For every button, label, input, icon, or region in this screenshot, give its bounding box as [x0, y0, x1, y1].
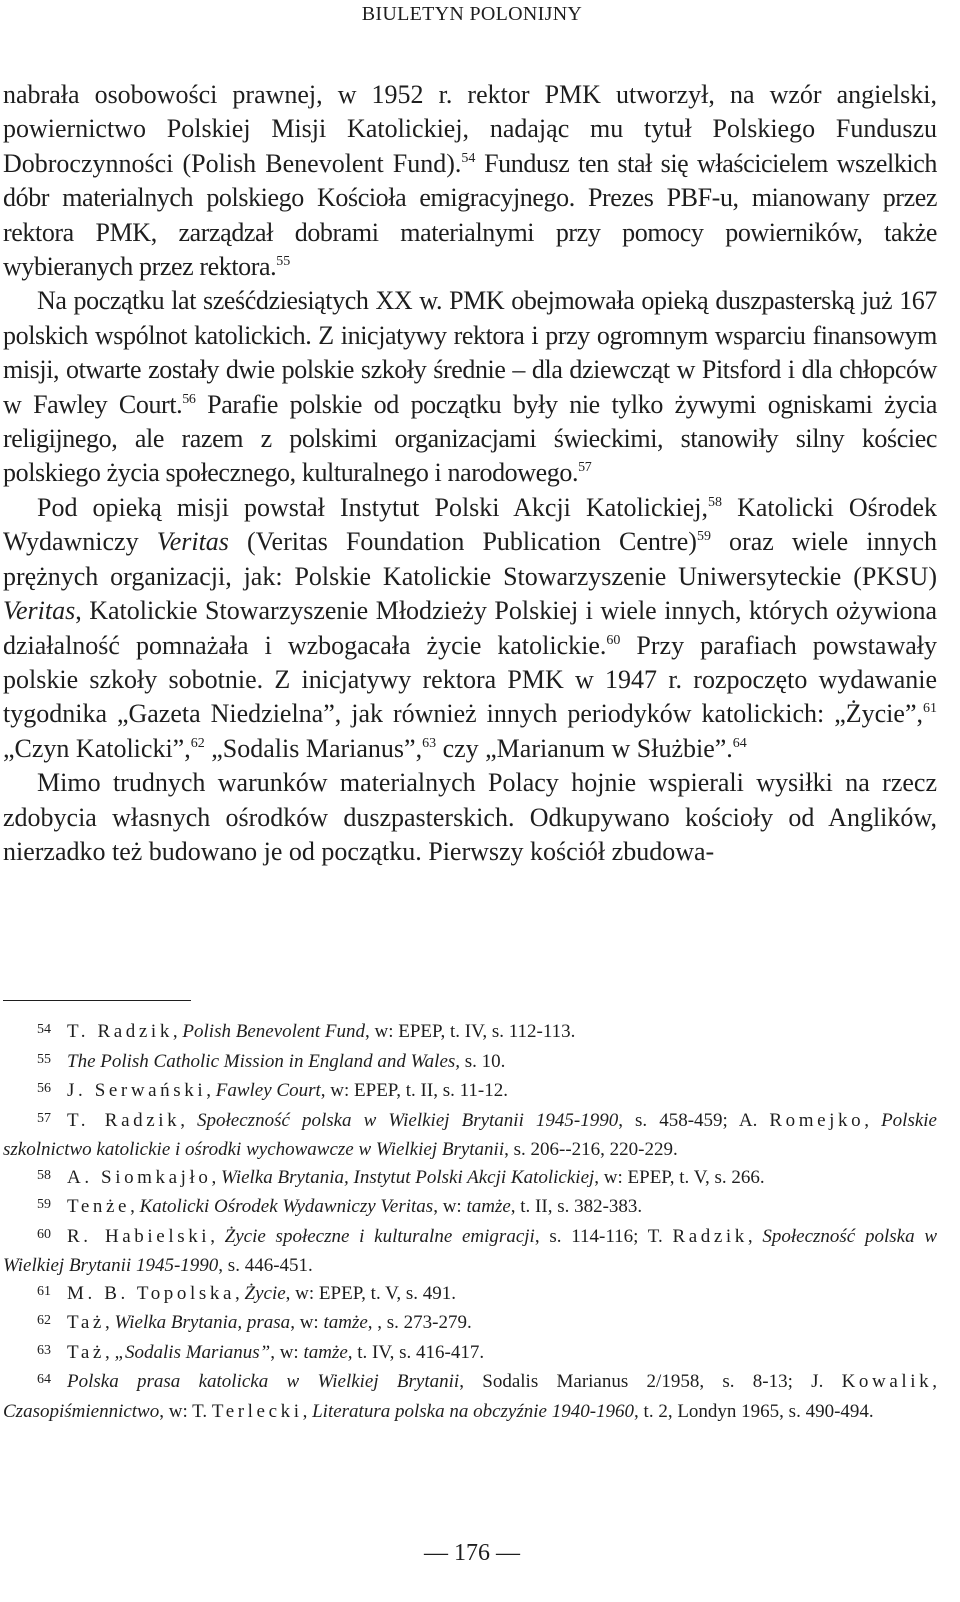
work-title: Polish Benevolent Fund: [182, 1021, 365, 1042]
footnote-number: 56: [37, 1081, 51, 1096]
paragraph: [3, 78, 937, 284]
citation: , w: EPEP, t. V, s. 491.: [285, 1282, 457, 1304]
footnote-63: 63 Taż, „Sodalis Marianus”, w: tamże, t. IV, s. 416-417.: [3, 1339, 937, 1369]
citation: s. 10.: [460, 1050, 506, 1072]
citation: , w:: [290, 1312, 324, 1333]
footnote-ref[interactable]: 64: [732, 735, 747, 751]
work-title: Polska prasa katolicka w Wielkiej Brytanii: [67, 1371, 460, 1392]
italic-title: Veritas: [3, 596, 76, 626]
text-run: Katolicki Ośrodek Wydawniczy: [3, 492, 937, 557]
work-title: tamże,: [303, 1341, 353, 1363]
running-header: BIULETYN POLONIJNY: [361, 3, 583, 25]
paragraph: [3, 284, 937, 490]
footnote-number: 58: [37, 1167, 51, 1183]
citation: , w: EPEP, t. II, s. 11-12.: [320, 1080, 508, 1101]
footnote-ref[interactable]: 63: [422, 735, 437, 751]
footnote-ref[interactable]: 62: [190, 735, 205, 751]
footnote-number: 57: [37, 1110, 51, 1126]
citation: , t. II, s. 382-383.: [510, 1196, 643, 1217]
text-run: Na początku lat sześćdziesiątych XX w. PMK obejmowała opieką duszpasterską już 167 polskich wspólnot katolickich. Z inicjatywy rektora i przy ogromnym wsparciu finansowym misji, otwarte zostały dwie polskie szkoły średnie – dla dziewcząt w Pitsford i dla chłopców w Fawley Court.: [3, 286, 937, 419]
work-title: Społeczność polska w Wielkiej Brytanii 1945-1990: [3, 1225, 937, 1276]
work-title: Wielka Brytania, Instytut Polski Akcji Katolickiej: [221, 1166, 595, 1188]
footnote-number: 54: [37, 1022, 51, 1037]
work-title: Życie: [244, 1282, 286, 1304]
author: T. Radzik: [67, 1021, 173, 1042]
work-title: „Sodalis Marianus”: [114, 1341, 271, 1363]
text-run: oraz wiele innych prężnych organizacji, jak: Polskie Katolickie Stowarzyszenie Uniwersyteckie (PKSU): [3, 527, 937, 591]
footnote-ref[interactable]: 58: [708, 494, 722, 510]
author: Romejko: [769, 1109, 865, 1131]
footnotes: [3, 1018, 937, 1425]
footnote-55: [3, 1048, 937, 1078]
footnote-57: 57 T. Radzik, Społeczność polska w Wielkiej Brytanii 1945-1990, s. 458-459; A. Romejko, Polskie szkolnictwo katolickie i ośrodki wychowawcze w Wielkiej Brytanii, s. 206--216, 220-229.: [3, 1107, 937, 1164]
footnote-ref[interactable]: 61: [923, 701, 937, 717]
footnote-ref[interactable]: 55: [276, 254, 291, 270]
text-run: Pod opieką misji powstał Instytut Polski Akcji Katolickiej,: [37, 492, 708, 522]
text-run: nabrała osobowości prawnej, w 1952 r. rektor PMK utworzył, na wzór angielski, powiernictwo Polskiej Misji Katolickiej, nadając mu tytuł Polskiego Funduszu Dobroczynności (Polish Benevolent Fund).: [3, 80, 937, 178]
paragraph: Mimo trudnych warunków materialnych Polacy hojnie wspierali wysiłki na rzecz zdobycia własnych ośrodków duszpasterskich. Odkupywano kościoły od Anglików, nierzadko też budowano je od początku. Pierwszy kościół zbudowa-: [3, 768, 937, 866]
citation: , w: T.: [159, 1400, 212, 1422]
citation: , s. 446-451.: [218, 1255, 313, 1276]
footnote-number: 63: [37, 1342, 51, 1358]
paragraph: [3, 491, 937, 766]
work-title: Literatura polska na obczyźnie 1940-1960: [312, 1400, 635, 1422]
footnote-59: 59 Tenże, Katolicki Ośrodek Wydawniczy Veritas, w: tamże, t. II, s. 382-383.: [3, 1193, 937, 1223]
author: Radzik: [672, 1225, 748, 1247]
main-text: [3, 78, 937, 869]
footnote-58: 58 A. Siomkajło, Wielka Brytania, Instytut Polski Akcji Katolickiej, w: EPEP, t. V, s. 266.: [3, 1164, 937, 1194]
footnote-ref[interactable]: 57: [578, 460, 592, 476]
citation: t. IV, s. 416-417.: [352, 1341, 485, 1363]
citation: , t. 2, Londyn 1965, s. 490-494.: [634, 1400, 874, 1422]
citation: , w:: [270, 1341, 304, 1363]
author: R. Habielski: [67, 1225, 211, 1247]
work-title: tamże: [466, 1196, 511, 1217]
footnote-ref[interactable]: 56: [182, 391, 196, 407]
citation: , , s. 273-279.: [367, 1312, 472, 1333]
footnote-ref[interactable]: 59: [696, 529, 711, 545]
work-title: Życie społeczne i kulturalne emigracji: [224, 1225, 535, 1247]
author: T. Radzik: [67, 1109, 181, 1131]
footnote-60: 60 R. Habielski, Życie społeczne i kulturalne emigracji, s. 114-116; T. Radzik, Społeczność polska w Wielkiej Brytanii 1945-1990, s. 446-451.: [3, 1223, 937, 1280]
author: Taż: [67, 1341, 105, 1363]
italic-title: Veritas: [156, 527, 229, 557]
footnote-64: 64 Polska prasa katolicka w Wielkiej Brytanii, Sodalis Marianus 2/1958, s. 8-13; J. Kowalik, Czasopiśmiennictwo, w: T. Terlecki, Literatura polska na obczyźnie 1940-1960, t. 2, Londyn 1965, s. 490-494.: [3, 1368, 937, 1425]
footnote-54: 54 T. Radzik, Polish Benevolent Fund, w: EPEP, t. IV, s. 112-113.: [3, 1018, 937, 1048]
footnote-56: 56 J. Serwański, Fawley Court, w: EPEP, t. II, s. 11-12.: [3, 1077, 937, 1107]
citation: , w: EPEP, t. IV, s. 112-113.: [364, 1021, 576, 1042]
work-title: Fawley Court: [215, 1080, 321, 1101]
footnote-number: 55: [37, 1051, 51, 1067]
footnote-62: 62 Taż, Wielka Brytania, prasa, w: tamże, , s. 273-279.: [3, 1309, 937, 1339]
text-run: Parafie polskie od początku były nie tylko żywymi ogniskami życia religijnego, ale razem z polskimi organizacjami świeckimi, stanowiły silny kościec polskiego życia społecznego, kulturalnego i narodowego.: [3, 389, 937, 488]
citation: , s. 458-459; A.: [618, 1109, 770, 1131]
footnote-number: 60: [37, 1226, 51, 1242]
author: Taż: [67, 1312, 105, 1333]
footnote-number: 61: [37, 1283, 51, 1299]
citation: , w:: [433, 1196, 467, 1217]
footnote-number: 62: [37, 1313, 51, 1328]
author: A. Siomkajło: [67, 1166, 212, 1188]
footnote-number: 64: [37, 1372, 51, 1387]
text-run: Przy parafiach powstawały polskie szkoły sobotnie. Z inicjatywy rektora PMK w 1947 r. rozpoczęto wydawanie tygodnika „Gazeta Niedzielna”, jak również innych periodyków katolickich: „Życie”,: [3, 630, 937, 729]
work-title: Czasopiśmiennictwo: [3, 1400, 160, 1422]
work-title: Polskie szkolnictwo katolickie i ośrodki wychowawcze w Wielkiej Brytanii: [3, 1109, 937, 1160]
text-run: , Katolickie Stowarzyszenie Młodzieży Polskiej i wiele innych, których ożywiona działalność pomnażała i wzbogacała życie katolickie.: [3, 596, 937, 660]
author: Tenże: [67, 1196, 131, 1217]
footnote-ref[interactable]: 54: [461, 150, 476, 166]
author: J. Serwański: [67, 1080, 207, 1101]
author: Terlecki: [211, 1400, 303, 1422]
text-run: czy „Marianum w Służbie”.: [436, 733, 733, 763]
text-run: (Veritas Foundation Publication Centre): [228, 527, 697, 557]
author: Kowalik: [841, 1371, 933, 1392]
footnote-ref[interactable]: 60: [606, 632, 621, 648]
citation: , Sodalis Marianus 2/1958, s. 8-13; J.: [459, 1371, 842, 1392]
citation: , s. 114-116; T.: [534, 1225, 673, 1247]
work-title: tamże: [323, 1312, 368, 1333]
text-run: „Czyn Katolicki”,: [3, 733, 191, 763]
page-number: — 176 —: [424, 1540, 520, 1566]
footnote-61: 61 M. B. Topolska, Życie, w: EPEP, t. V, s. 491.: [3, 1280, 937, 1310]
footnote-number: 59: [37, 1197, 51, 1212]
work-title: Wielka Brytania, prasa: [114, 1312, 291, 1333]
citation: , s. 206--216, 220-229.: [504, 1139, 678, 1160]
text-run: „Sodalis Marianus”,: [204, 733, 423, 763]
citation: , w: EPEP, t. V, s. 266.: [594, 1166, 765, 1188]
work-title: Społeczność polska w Wielkiej Brytanii 1945-1990: [197, 1109, 619, 1131]
text-run: Fundusz ten stał się właścicielem wszelkich dóbr materialnych polskiego Kościoła emigracyjnego. Prezes PBF-u, mianowany przez rektora PMK, zarządzał dobrami materialnymi przy pomocy powierników, także wybieranych przez rektora.: [3, 148, 937, 282]
footnote-separator: [3, 1000, 191, 1001]
work-title: The Polish Catholic Mission in England and Wales,: [67, 1050, 461, 1072]
author: M. B. Topolska: [67, 1282, 236, 1304]
work-title: Katolicki Ośrodek Wydawniczy Veritas: [139, 1196, 434, 1217]
